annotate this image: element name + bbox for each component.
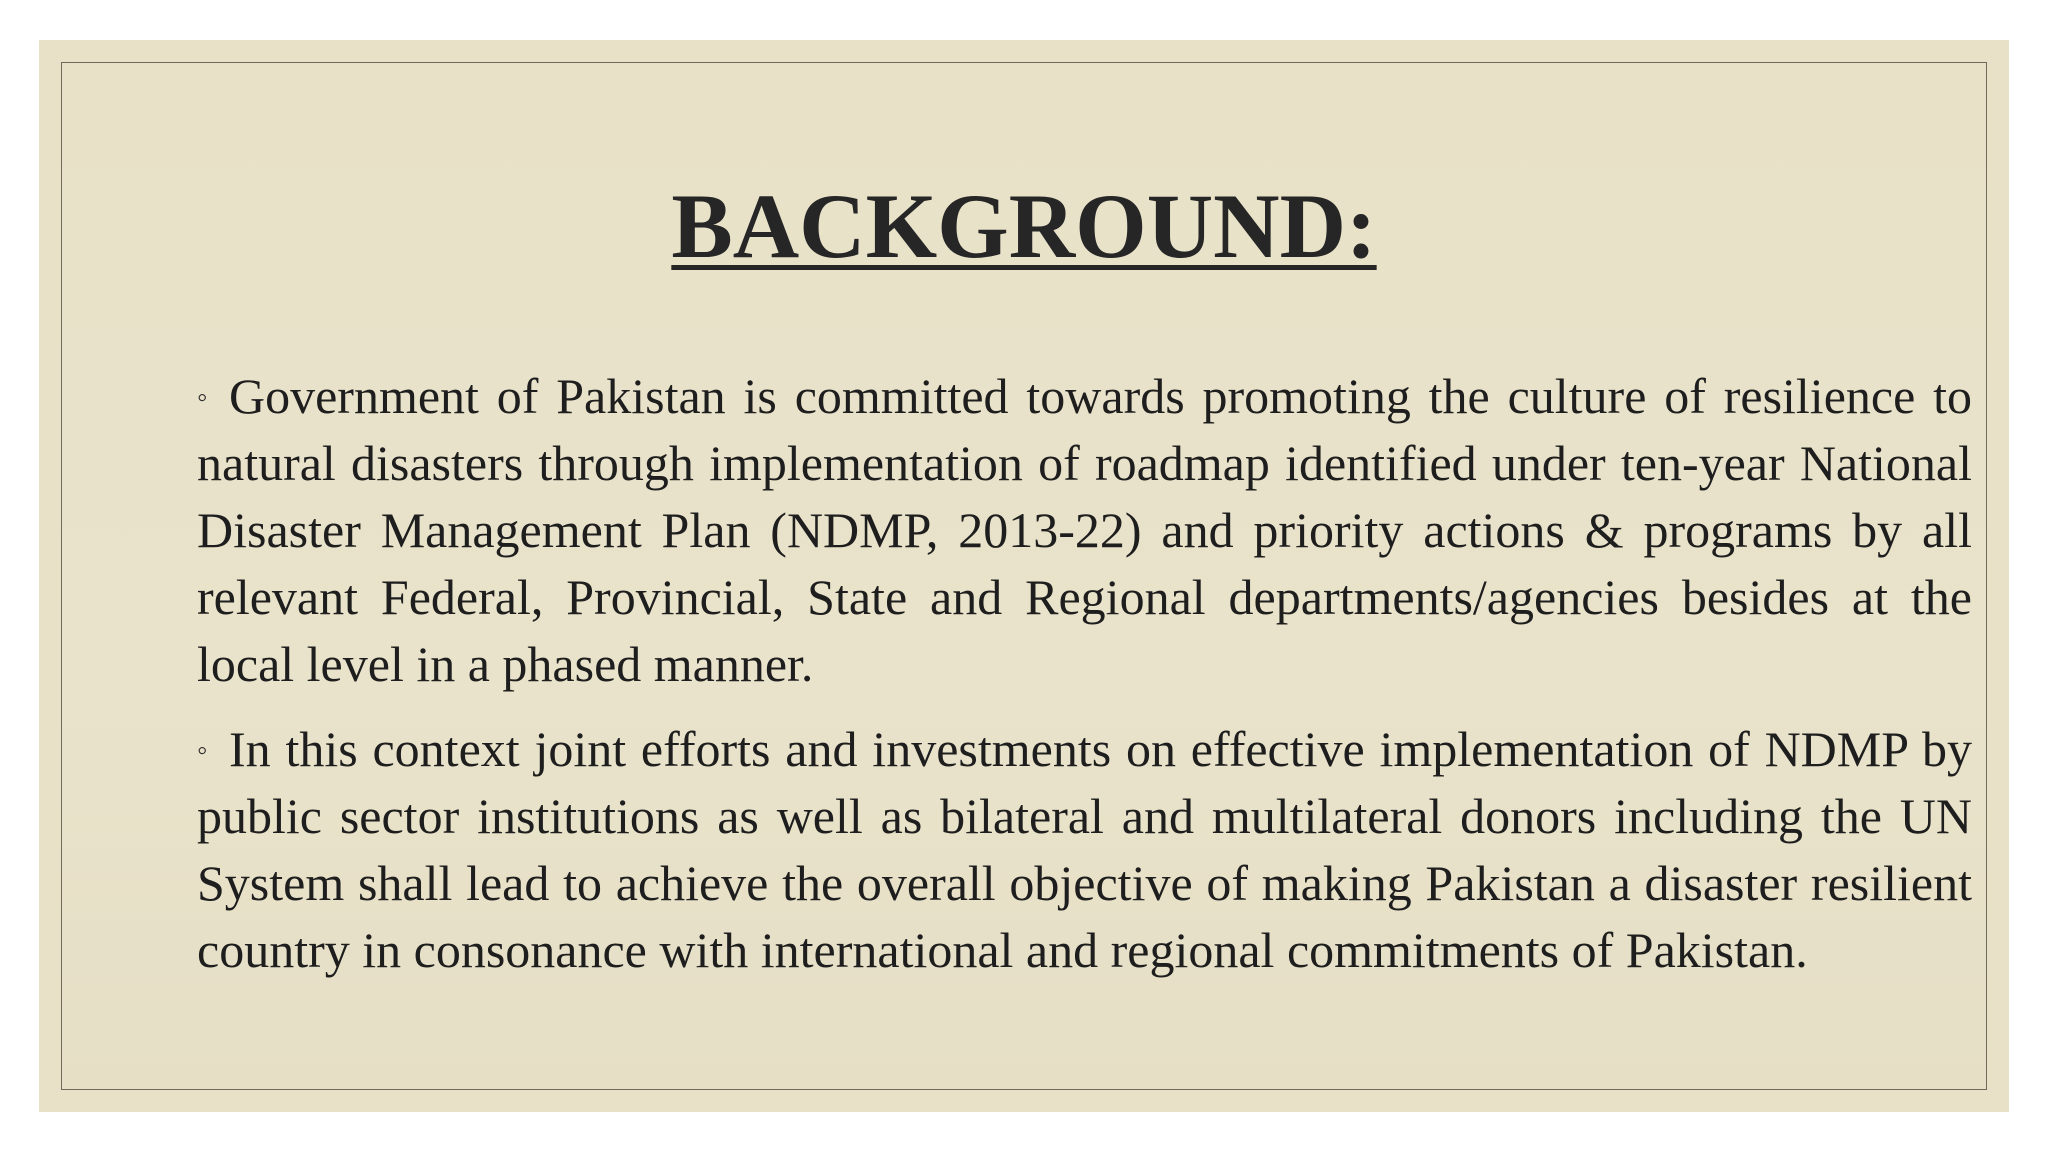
slide-title <box>62 171 1986 281</box>
paragraph-text-2: In this context joint efforts and investments on effective implementation of NDMP by public sector institutions as well as bilateral and multilateral donors including the UN System shall lead to achieve the overall objective of making Pakistan a disaster resilient country in consonance with international and regional commitments of Pakistan. <box>197 721 1972 978</box>
slide <box>39 40 2009 1112</box>
slide-frame <box>61 62 1987 1090</box>
bullet-icon: ◦ <box>197 734 208 767</box>
slide-title-text: BACKGROUND: <box>671 175 1377 277</box>
bullet-paragraph-1 <box>197 363 1972 698</box>
slide-body <box>197 363 1972 1002</box>
bullet-paragraph-2 <box>197 716 1972 984</box>
paragraph-text-1: Government of Pakistan is committed towards promoting the culture of resilience to natural disasters through implementation of roadmap identified under ten-year National Disaster Management Plan (NDMP, 2013-22) and priority actions & programs by all relevant Federal, Provincial, State and Regional departments/agencies besides at the local level in a phased manner. <box>197 368 1972 692</box>
bullet-icon: ◦ <box>197 381 208 414</box>
